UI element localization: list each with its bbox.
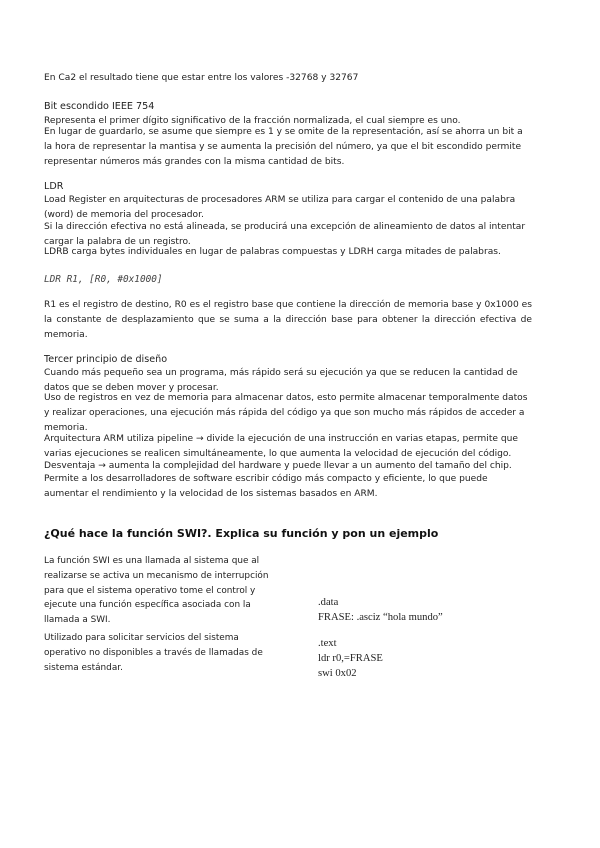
swi-code-text-directive: .text [318,638,337,649]
ldr-line-2: Si la dirección efectiva no está alineada, se producirá una excepción de alineamiento de datos al intentar cargar la palabra de un registro. [44,222,526,248]
tercer-principio-title: Tercer principio de diseño [44,354,168,365]
ldr-code: LDR R1, [R0, #0x1000] [44,274,163,285]
tercer-principio-line-1: Cuando más pequeño sea un programa, más rápido será su ejecución ya que se reducen la cantidad de datos que se deben mover y procesar. [44,368,518,394]
swi-paragraph-2: Utilizado para solicitar servicios del sistema operativo no disponibles a través de llamadas de sistema estándar. [44,633,263,673]
tercer-principio-line-5: Permite a los desarrolladores de software escribir código más compacto y eficiente, lo que puede aumentar el rendimiento y la velocidad de los sistemas basados en ARM. [44,474,488,500]
swi-code-swi: swi 0x02 [318,668,357,679]
ldr-title: LDR [44,181,64,192]
bit-escondido-line-2: En lugar de guardarlo, se asume que siempre es 1 y se omite de la representación, así se ahorra un bit a la hora de representar la mantisa y se aumenta la precisión del número, ya que el bit escondido permite representar números más grandes con la misma cantidad de bits. [44,127,523,168]
tercer-principio-line-2: Uso de registros en vez de memoria para almacenar datos, esto permite almacenar temporalmente datos y realizar operaciones, una ejecución más rápida del código ya que son mucho más rápidos de acceder a memoria. [44,393,528,434]
tercer-principio-line-4: Desventaja → aumenta la complejidad del hardware y puede llevar a un aumento del tamaño del chip. [44,461,512,471]
ldr-line-3: LDRB carga bytes individuales en lugar de palabras compuestas y LDRH carga mitades de palabras. [44,247,501,257]
swi-paragraph-1: La función SWI es una llamada al sistema que al realizarse se activa un mecanismo de interrupción para que el sistema operativo tome el control y ejecute una función específica asociada con la llamada a SWI. [44,556,269,626]
swi-code-frase-decl: FRASE: .asciz “hola mundo” [318,612,443,623]
swi-code-data-directive: .data [318,597,339,608]
tercer-principio-line-3: Arquitectura ARM utiliza pipeline → divide la ejecución de una instrucción en varias etapas, permite que varias ejecuciones se realicen simultáneamente, lo que aumenta la velocidad de ejecución del código. [44,434,518,460]
ldr-line-1: Load Register en arquitecturas de procesadores ARM se utiliza para cargar el contenido de una palabra (word) de memoria del procesador. [44,195,516,221]
intro-text: En Ca2 el resultado tiene que estar entre los valores -32768 y 32767 [44,73,359,83]
bit-escondido-title: Bit escondido IEEE 754 [44,101,155,112]
swi-code-ldr: ldr r0,=FRASE [318,653,383,664]
bit-escondido-line-1: Representa el primer dígito significativo de la fracción normalizada, el cual siempre es uno. [44,116,461,126]
ldr-explanation: R1 es el registro de destino, R0 es el registro base que contiene la dirección de memoria base y 0x1000 es la constante de desplazamiento que se suma a la dirección base para obtener la dirección efectiva de memoria. [44,300,532,341]
swi-heading: ¿Qué hace la función SWI?. Explica su función y pon un ejemplo [44,527,439,540]
